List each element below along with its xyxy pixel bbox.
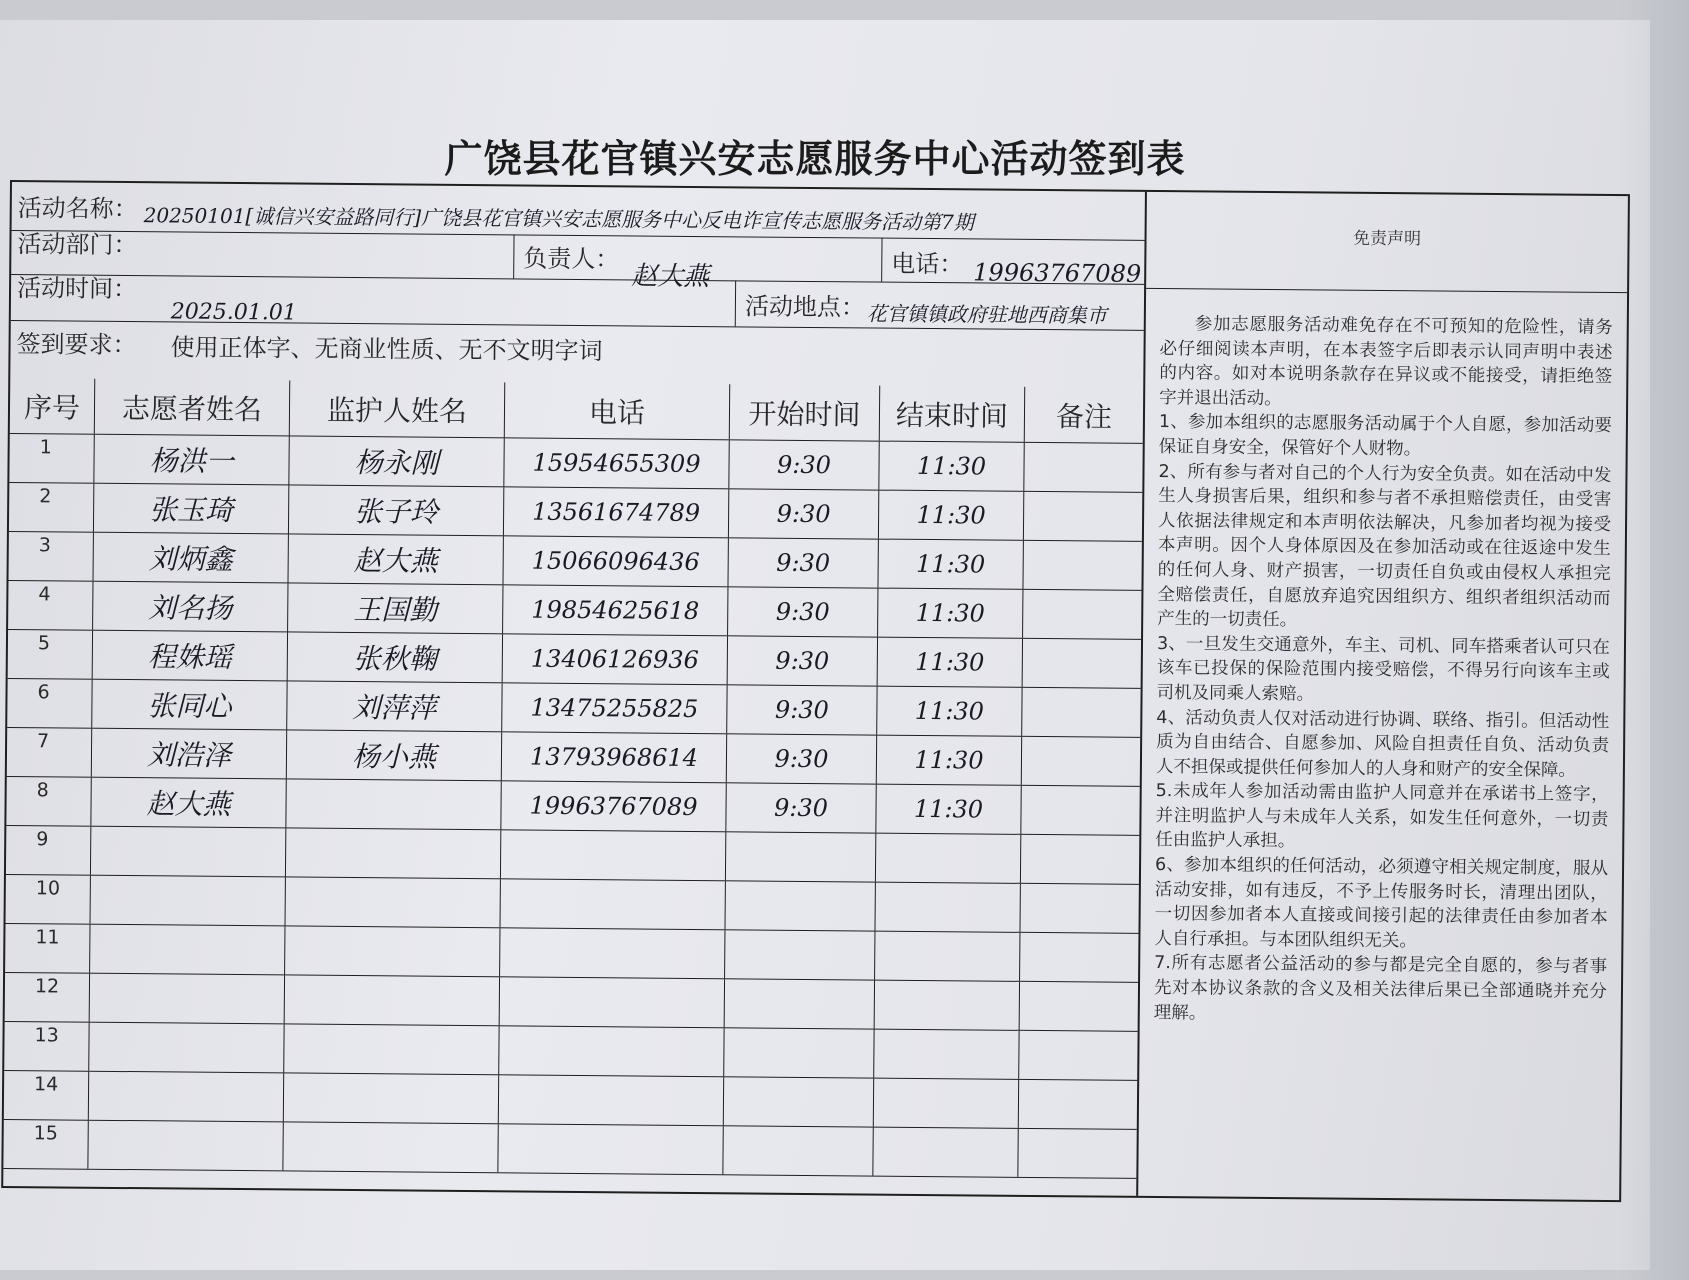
volunteer-name-cell bbox=[93, 582, 288, 632]
row-number: 11 bbox=[35, 926, 60, 949]
seq-cell bbox=[8, 630, 93, 679]
phone-cell bbox=[500, 928, 725, 978]
row-number: 9 bbox=[36, 828, 49, 851]
handwritten-entry: 9:30 bbox=[774, 695, 829, 725]
disclaimer-intro: 参加志愿服务活动难免存在不可预知的危险性，请务必仔细阅读本声明，在本表签字后即表示认同声明中表述的内容。如对本说明条款存在异议或不能接受，请拒绝签字并退出活动。 bbox=[1159, 314, 1613, 409]
guardian-name-cell bbox=[284, 1024, 499, 1074]
header-cell bbox=[95, 379, 290, 436]
header-seq: 序号 bbox=[23, 390, 81, 425]
end-time-cell bbox=[877, 736, 1022, 785]
phone-cell bbox=[503, 536, 728, 586]
activity-name-label: 活动名称： bbox=[17, 194, 138, 224]
volunteer-name-cell bbox=[94, 435, 289, 485]
disclaimer-item: 4、活动负责人仅对活动进行协调、联络、指引。但活动性质为自由结合、自愿参加、风险自担责任自负、活动负责人不担保或提供任何参加人的人身和财产的安全保障。 bbox=[1155, 707, 1610, 781]
disclaimer-item: 3、一旦发生交通意外，车主、司机、同车搭乘者认可只在该车已投保的保险范围内接受赔偿，不得另行向该车主或司机及同乘人索赔。 bbox=[1156, 633, 1611, 705]
volunteer-name-cell bbox=[94, 484, 289, 534]
row-number: 5 bbox=[37, 632, 51, 655]
note-cell bbox=[1022, 688, 1140, 737]
phone-cell bbox=[499, 1026, 724, 1076]
volunteer-name-cell bbox=[93, 631, 288, 681]
disclaimer-body bbox=[1154, 312, 1613, 1029]
guardian-name-cell bbox=[288, 632, 503, 682]
seq-cell bbox=[5, 924, 90, 973]
end-time-cell bbox=[874, 1030, 1019, 1079]
end-time-cell bbox=[879, 442, 1024, 491]
handwritten-entry: 11:30 bbox=[916, 451, 987, 481]
handwritten-entry: 11:30 bbox=[915, 647, 985, 677]
activity-dept-label: 活动部门： bbox=[17, 230, 138, 260]
phone-cell bbox=[501, 781, 726, 831]
phone-value: 19963767089 bbox=[973, 258, 1142, 288]
start-time-cell bbox=[724, 1077, 874, 1126]
note-cell bbox=[1020, 884, 1138, 933]
disclaimer-item: 1、参加本组织的志愿服务活动属于个人自愿，参加活动要保证自身安全，保管好个人财物。 bbox=[1158, 412, 1612, 460]
row-number: 2 bbox=[39, 485, 52, 508]
end-time-cell bbox=[875, 932, 1020, 981]
seq-cell bbox=[9, 483, 94, 532]
row-number: 7 bbox=[37, 730, 50, 753]
form-left-section bbox=[3, 182, 1147, 1196]
volunteer-name-cell bbox=[89, 1072, 284, 1122]
row-number: 1 bbox=[39, 436, 52, 459]
handwritten-entry: 15954655309 bbox=[532, 448, 701, 479]
end-time-cell bbox=[874, 1079, 1019, 1128]
phone-cell bbox=[504, 438, 729, 488]
header-note: 备注 bbox=[1055, 399, 1113, 434]
seq-cell bbox=[6, 875, 91, 924]
handwritten-entry: 9:30 bbox=[774, 744, 829, 774]
handwritten-entry: 王国勤 bbox=[353, 593, 438, 627]
phone-cell bbox=[502, 732, 727, 782]
end-time-cell bbox=[875, 981, 1020, 1030]
note-cell bbox=[1024, 492, 1142, 541]
start-time-cell bbox=[725, 930, 875, 979]
table-body bbox=[3, 434, 1142, 1179]
guardian-name-cell bbox=[286, 779, 501, 829]
disclaimer-panel bbox=[1138, 192, 1628, 1200]
handwritten-entry: 19963767089 bbox=[529, 791, 698, 822]
note-cell bbox=[1022, 737, 1140, 786]
handwritten-entry: 9:30 bbox=[775, 646, 830, 676]
handwritten-entry: 9:30 bbox=[773, 793, 829, 823]
guardian-name-cell bbox=[285, 926, 500, 976]
note-cell bbox=[1023, 590, 1141, 639]
phone-label: 电话： bbox=[891, 249, 964, 279]
guardian-name-cell bbox=[288, 583, 503, 633]
start-time-cell bbox=[729, 489, 879, 538]
end-time-cell bbox=[878, 638, 1023, 687]
guardian-name-cell bbox=[289, 436, 504, 486]
row-number: 10 bbox=[35, 877, 61, 900]
header-cell bbox=[505, 382, 730, 439]
form-title: 广饶县花官镇兴安志愿服务中心活动签到表 bbox=[444, 136, 1186, 181]
handwritten-entry: 11:30 bbox=[914, 745, 984, 775]
seq-cell bbox=[7, 679, 92, 728]
handwritten-entry: 9:30 bbox=[776, 548, 831, 578]
table-header-row bbox=[10, 378, 1143, 444]
handwritten-entry: 13793968614 bbox=[529, 742, 699, 773]
row-number: 15 bbox=[33, 1122, 58, 1145]
header-guardian-name: 监护人姓名 bbox=[326, 393, 468, 428]
header-volunteer-name: 志愿者姓名 bbox=[121, 391, 263, 426]
note-cell bbox=[1023, 639, 1141, 688]
end-time-cell bbox=[878, 589, 1023, 638]
phone-cell bbox=[498, 1124, 723, 1174]
seq-cell bbox=[6, 826, 91, 875]
seq-cell bbox=[7, 728, 92, 777]
volunteer-name-cell bbox=[92, 680, 287, 730]
header-cell bbox=[290, 380, 505, 437]
phone-cell bbox=[504, 487, 729, 537]
seq-cell bbox=[4, 1022, 89, 1071]
handwritten-entry: 11:30 bbox=[915, 549, 986, 579]
phone-cell bbox=[501, 830, 726, 880]
handwritten-entry: 赵大燕 bbox=[353, 544, 438, 578]
volunteer-name-cell bbox=[91, 827, 286, 877]
guardian-name-cell bbox=[286, 828, 501, 878]
start-time-cell bbox=[725, 979, 875, 1028]
note-cell bbox=[1020, 982, 1138, 1031]
start-time-cell bbox=[724, 1028, 874, 1077]
row-number: 3 bbox=[38, 534, 52, 557]
handwritten-entry: 程姝瑶 bbox=[147, 640, 232, 674]
guardian-name-cell bbox=[284, 1073, 499, 1123]
activity-name-value: 20250101[诚信兴安益路同行]广饶县花官镇兴安志愿服务中心反电诈宣传志愿服务活动第7期 bbox=[143, 203, 974, 235]
disclaimer-item: 2、所有参与者对自己的个人行为安全负责。如在活动中发生人身损害后果，组织和参与者不承担赔偿责任，由受害人依据法律规定和本声明依法解决，凡参加者均视为接受本声明。因个人身体原因及在参加活动或在往返途中发生的任何人身、财产损害，一切责任自负或由侵权人承担完全赔偿责任，自愿放弃追究因组织方、组织者组织活动而产生的一切责任。 bbox=[1157, 461, 1612, 631]
handwritten-entry: 19854625618 bbox=[531, 595, 700, 626]
disclaimer-item: 5.未成年人参加活动需由监护人同意并在承诺书上签字，并注明监护人与未成年人关系，如发生任何意外，一切责任由监护人承担。 bbox=[1155, 781, 1609, 852]
activity-place-label: 活动地点： bbox=[744, 292, 866, 322]
handwritten-entry: 11:30 bbox=[913, 794, 984, 824]
header-start-time: 开始时间 bbox=[748, 396, 861, 431]
row-number: 13 bbox=[34, 1024, 59, 1047]
handwritten-entry: 杨小燕 bbox=[351, 740, 437, 774]
start-time-cell bbox=[728, 636, 878, 685]
start-time-cell bbox=[726, 832, 876, 881]
handwritten-entry: 赵大燕 bbox=[146, 787, 231, 821]
volunteer-name-cell bbox=[88, 1121, 283, 1171]
handwritten-entry: 11:30 bbox=[914, 696, 985, 726]
row-number: 4 bbox=[38, 583, 51, 606]
row-number: 12 bbox=[34, 975, 60, 998]
note-cell bbox=[1018, 1129, 1136, 1178]
handwritten-entry: 刘名扬 bbox=[148, 591, 233, 625]
start-time-cell bbox=[728, 587, 878, 636]
person-in-charge-label: 负责人： bbox=[523, 244, 620, 274]
person-in-charge-value: 赵大燕 bbox=[631, 261, 710, 293]
handwritten-entry: 11:30 bbox=[915, 598, 985, 628]
sign-requirement-label: 签到要求： bbox=[16, 330, 137, 360]
handwritten-entry: 杨永刚 bbox=[354, 446, 439, 480]
handwritten-entry: 13475255825 bbox=[530, 693, 699, 724]
phone-cell bbox=[499, 1075, 724, 1125]
end-time-cell bbox=[879, 491, 1024, 540]
start-time-cell bbox=[729, 440, 879, 489]
note-cell bbox=[1019, 1031, 1137, 1080]
handwritten-entry: 13561674789 bbox=[532, 497, 701, 528]
seq-cell bbox=[8, 581, 93, 630]
phone-cell bbox=[503, 585, 728, 635]
handwritten-entry: 9:30 bbox=[775, 597, 830, 627]
header-cell bbox=[10, 378, 95, 434]
start-time-cell bbox=[726, 783, 876, 832]
note-cell bbox=[1020, 933, 1138, 982]
note-cell bbox=[1019, 1080, 1137, 1129]
start-time-cell bbox=[725, 881, 875, 930]
end-time-cell bbox=[876, 785, 1021, 834]
handwritten-entry: 刘炳鑫 bbox=[148, 542, 233, 576]
header-cell bbox=[880, 386, 1025, 442]
activity-time-value: 2025.01.01 bbox=[170, 299, 297, 326]
header-end-time: 结束时间 bbox=[895, 398, 1009, 433]
disclaimer-item: 7.所有志愿者公益活动的参与都是完全自愿的，参与者事先对本协议条款的含义及相关法律后果已全部通晓并充分理解。 bbox=[1153, 953, 1608, 1024]
end-time-cell bbox=[877, 687, 1022, 736]
note-cell bbox=[1021, 835, 1139, 884]
phone-cell bbox=[502, 683, 727, 733]
note-cell bbox=[1021, 786, 1139, 835]
sign-in-form bbox=[1, 180, 1630, 1202]
volunteer-name-cell bbox=[90, 974, 285, 1024]
guardian-name-cell bbox=[288, 534, 503, 584]
note-cell bbox=[1024, 443, 1142, 492]
start-time-cell bbox=[727, 734, 877, 783]
divider bbox=[735, 280, 736, 326]
handwritten-entry: 张玉琦 bbox=[148, 493, 234, 527]
phone-cell bbox=[500, 977, 725, 1027]
seq-cell bbox=[6, 777, 91, 826]
row-number: 14 bbox=[34, 1073, 59, 1096]
start-time-cell bbox=[723, 1126, 873, 1175]
handwritten-entry: 13406126936 bbox=[530, 644, 699, 675]
end-time-cell bbox=[875, 883, 1020, 932]
guardian-name-cell bbox=[285, 975, 500, 1025]
seq-cell bbox=[3, 1120, 88, 1169]
note-cell bbox=[1023, 541, 1141, 590]
volunteer-name-cell bbox=[94, 533, 289, 583]
volunteer-name-cell bbox=[90, 925, 285, 975]
attendance-table bbox=[3, 378, 1143, 1198]
handwritten-entry: 15066096436 bbox=[531, 546, 700, 577]
volunteer-name-cell bbox=[89, 1023, 284, 1073]
handwritten-entry: 张秋鞠 bbox=[352, 642, 437, 676]
guardian-name-cell bbox=[283, 1122, 498, 1172]
row-number: 6 bbox=[37, 681, 50, 704]
divider bbox=[1146, 288, 1627, 293]
header-cell bbox=[730, 384, 880, 440]
table-row bbox=[3, 1120, 1136, 1179]
handwritten-entry: 11:30 bbox=[916, 500, 986, 530]
activity-place-value: 花官镇镇政府驻地西商集市 bbox=[866, 301, 1107, 328]
phone-cell bbox=[503, 634, 728, 684]
volunteer-name-cell bbox=[92, 729, 287, 779]
handwritten-entry: 刘浩泽 bbox=[146, 738, 232, 772]
guardian-name-cell bbox=[289, 485, 504, 535]
seq-cell bbox=[9, 532, 94, 581]
end-time-cell bbox=[878, 540, 1023, 589]
guardian-name-cell bbox=[287, 730, 502, 780]
end-time-cell bbox=[876, 834, 1021, 883]
seq-cell bbox=[4, 1071, 89, 1120]
disclaimer-item: 6、参加本组织的任何活动，必须遵守相关规定制度，服从活动安排，如有违反，不予上传服务时长，清理出团队，一切因参加者本人直接或间接引起的法律责任由参加者本人自行承担。与本团队组织无关。 bbox=[1154, 855, 1609, 952]
seq-cell bbox=[9, 434, 94, 483]
handwritten-entry: 张同心 bbox=[147, 689, 232, 723]
start-time-cell bbox=[728, 538, 878, 587]
handwritten-entry: 杨洪一 bbox=[149, 444, 234, 478]
divider bbox=[513, 234, 514, 278]
end-time-cell bbox=[873, 1128, 1018, 1177]
row-number: 8 bbox=[36, 779, 49, 802]
divider bbox=[881, 238, 882, 282]
handwritten-entry: 刘萍萍 bbox=[352, 691, 437, 725]
start-time-cell bbox=[727, 685, 877, 734]
header-phone: 电话 bbox=[588, 395, 646, 430]
disclaimer-heading: 免责声明 bbox=[1352, 228, 1422, 250]
handwritten-entry: 9:30 bbox=[776, 499, 831, 529]
seq-cell bbox=[5, 973, 90, 1022]
sign-requirement-value: 使用正体字、无商业性质、无不文明字词 bbox=[170, 333, 603, 366]
guardian-name-cell bbox=[287, 681, 502, 731]
handwritten-entry: 张子玲 bbox=[353, 495, 439, 529]
phone-cell bbox=[500, 879, 725, 929]
volunteer-name-cell bbox=[91, 778, 286, 828]
activity-time-label: 活动时间： bbox=[16, 274, 138, 304]
guardian-name-cell bbox=[286, 877, 501, 927]
handwritten-entry: 9:30 bbox=[776, 450, 832, 480]
header-cell bbox=[1025, 387, 1143, 443]
volunteer-name-cell bbox=[91, 876, 286, 926]
